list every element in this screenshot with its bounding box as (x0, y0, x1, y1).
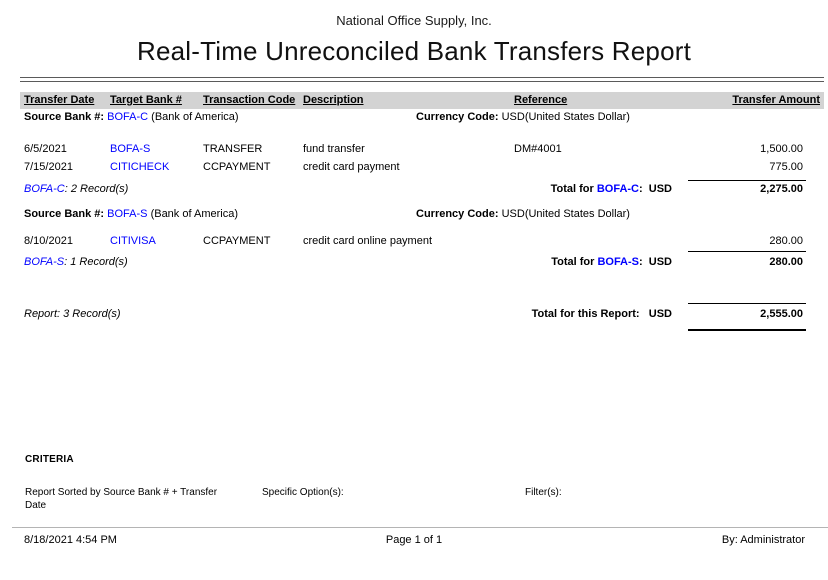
record-count-text: : 2 Record(s) (64, 183, 129, 195)
reference-cell: DM#4001 (514, 143, 562, 155)
total-currency-text: : USD (639, 183, 672, 195)
group-total-amount: 280.00 (769, 256, 803, 268)
column-header-transfer-amount: Transfer Amount (732, 94, 820, 106)
target-bank-link[interactable]: BOFA-S (110, 143, 151, 155)
total-for-text: Total for (551, 256, 598, 268)
description-cell: credit card payment (303, 161, 400, 173)
group-total-label (360, 256, 672, 269)
source-bank-name: (Bank of America) (151, 111, 239, 123)
report-total-amount: 2,555.00 (760, 308, 803, 320)
group-total-label (360, 183, 672, 196)
description-cell: fund transfer (303, 143, 365, 155)
transaction-code-cell: CCPAYMENT (203, 161, 271, 173)
criteria-sorted-by: Report Sorted by Source Bank # + Transfer Date (25, 487, 218, 511)
transfer-amount-cell: 775.00 (769, 161, 803, 173)
source-bank-line (24, 111, 239, 124)
column-header-reference: Reference (514, 94, 568, 106)
footer-generated-by: By: Administrator (721, 534, 805, 546)
transaction-code-cell: CCPAYMENT (203, 235, 271, 247)
report-record-count: Report: 3 Record(s) (24, 308, 121, 320)
footer-divider-line (12, 527, 828, 528)
footer-generated-datetime: 8/18/2021 4:54 PM (24, 534, 117, 546)
report-total-top-rule (688, 303, 806, 304)
total-currency-text: : USD (639, 256, 672, 268)
column-header-transaction-code: Transaction Code (203, 94, 296, 106)
currency-code-label: Currency Code: (416, 111, 499, 123)
top-divider-line-1 (20, 77, 824, 78)
group-total-row (0, 256, 828, 270)
record-count-bank-code[interactable]: BOFA-S (24, 256, 65, 268)
report-total-row (0, 308, 828, 322)
source-bank-label: Source Bank #: (24, 208, 105, 220)
source-bank-label: Source Bank #: (24, 111, 105, 123)
subtotal-rule (688, 180, 806, 181)
column-header-band (20, 92, 824, 109)
subtotal-rule (688, 251, 806, 252)
total-bank-code[interactable]: BOFA-C (596, 183, 639, 195)
column-header-transfer-date: Transfer Date (24, 94, 95, 106)
currency-line (416, 111, 630, 124)
group-total-amount: 2,275.00 (760, 183, 803, 195)
footer-page-info: Page 1 of 1 (385, 534, 443, 546)
transfer-date-cell: 6/5/2021 (24, 143, 67, 155)
currency-code-value: USD(United States Dollar) (501, 111, 630, 123)
transfer-date-cell: 7/15/2021 (24, 161, 73, 173)
transfer-amount-cell: 280.00 (769, 235, 803, 247)
criteria-specific-options-label: Specific Option(s): (262, 487, 344, 498)
group-header-row (0, 111, 828, 125)
transfer-row (0, 161, 828, 175)
transaction-code-cell: TRANSFER (203, 143, 263, 155)
record-count-bank-code[interactable]: BOFA-C (24, 183, 65, 195)
total-bank-code[interactable]: BOFA-S (597, 256, 639, 268)
currency-code-value: USD(United States Dollar) (501, 208, 630, 220)
top-divider-line-2 (20, 81, 824, 82)
target-bank-link[interactable]: CITICHECK (110, 161, 170, 173)
report-total-bottom-rule (688, 329, 806, 331)
column-header-target-bank: Target Bank # (110, 94, 182, 106)
group-record-count (24, 183, 128, 196)
total-for-text: Total for (550, 183, 597, 195)
criteria-filters-label: Filter(s): (525, 487, 562, 498)
transfer-amount-cell: 1,500.00 (760, 143, 803, 155)
source-bank-code-link[interactable]: BOFA-C (107, 111, 149, 123)
company-name: National Office Supply, Inc. (336, 13, 492, 28)
transfer-date-cell: 8/10/2021 (24, 235, 73, 247)
source-bank-code-link[interactable]: BOFA-S (107, 208, 148, 220)
transfer-row (0, 235, 828, 249)
currency-line (416, 208, 630, 221)
record-count-text: : 1 Record(s) (64, 256, 128, 268)
report-title: Real-Time Unreconciled Bank Transfers Report (136, 36, 692, 66)
report-total-label: Total for this Report: USD (531, 308, 672, 320)
criteria-heading: CRITERIA (25, 454, 74, 465)
group-record-count (24, 256, 128, 269)
transfer-row (0, 143, 828, 157)
description-cell: credit card online payment (303, 235, 433, 247)
source-bank-line (24, 208, 238, 221)
source-bank-name: (Bank of America) (150, 208, 238, 220)
group-header-row (0, 208, 828, 222)
target-bank-link[interactable]: CITIVISA (110, 235, 156, 247)
column-header-description: Description (303, 94, 364, 106)
currency-code-label: Currency Code: (416, 208, 499, 220)
group-total-row (0, 183, 828, 197)
